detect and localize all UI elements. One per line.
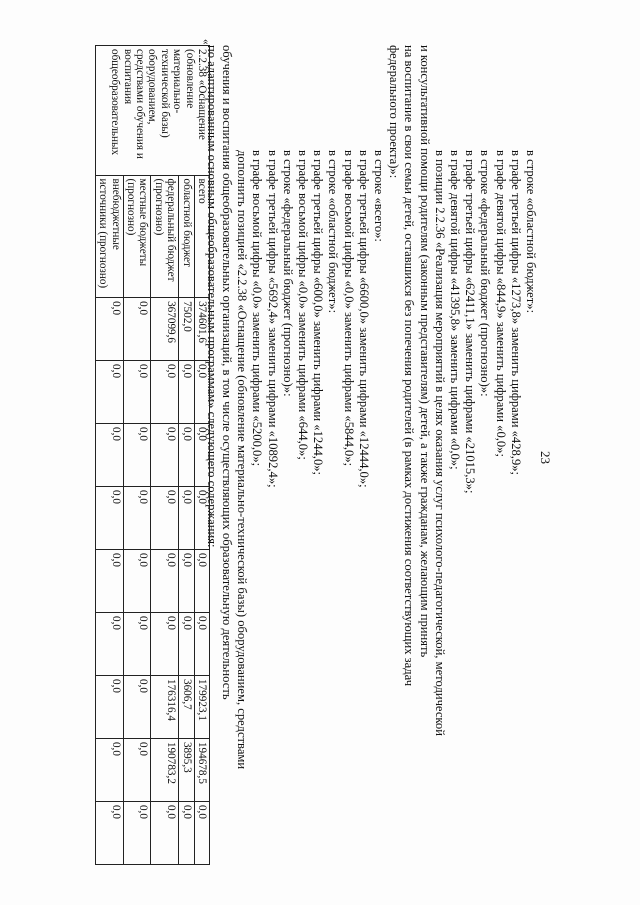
value-cell: 0,0 bbox=[151, 361, 179, 424]
value-cell: 3606,7 bbox=[179, 675, 194, 738]
body-text bbox=[204, 45, 538, 865]
value-cell: 0,0 bbox=[123, 738, 151, 801]
text-line: в строке «федеральный бюджет (прогнозно)»: bbox=[280, 150, 295, 397]
value-cell: 0,0 bbox=[95, 675, 123, 738]
page-number: 23 bbox=[538, 451, 553, 464]
value-cell: 0,0 bbox=[179, 612, 194, 675]
value-cell: 0,0 bbox=[95, 738, 123, 801]
rotated-content bbox=[93, 39, 638, 865]
funding-source-cell: внебюджетные источники (прогнозно) bbox=[95, 175, 123, 298]
value-cell: 0,0 bbox=[95, 550, 123, 613]
value-cell: 0,0 bbox=[194, 550, 209, 613]
text-line: в графе восьмой цифры «0,0» заменить цифрами «5844,0»; bbox=[341, 150, 356, 467]
text-line: по адаптированным основным общеобразовательным программам» следующего содержания: bbox=[204, 45, 219, 548]
value-cell: 0,0 bbox=[151, 424, 179, 487]
funding-source-cell: областной бюджет bbox=[179, 175, 194, 298]
value-cell: 0,0 bbox=[123, 424, 151, 487]
text-line: в строке «всего»: bbox=[371, 150, 386, 242]
value-cell: 0,0 bbox=[179, 487, 194, 550]
value-cell: 0,0 bbox=[179, 550, 194, 613]
text-line: в графе девятой цифры «844,9» заменить цифрами «0,0»; bbox=[493, 150, 508, 457]
position-label-cell: 2.2.38 «Оснащение (обновление материально-технической базы) оборудованием, средствами обучения и воспитания общеобразовательных bbox=[95, 46, 209, 176]
value-cell: 0,0 bbox=[151, 801, 179, 864]
value-cell: 0,0 bbox=[151, 612, 179, 675]
value-cell: 0,0 bbox=[179, 801, 194, 864]
text-line: в графе третьей цифры «1273,8» заменить цифрами «428,9»; bbox=[508, 150, 523, 476]
text-line: на воспитание в свои семьи детей, оставшихся без попечения родителей (в рамках достижения соответствующих задач bbox=[402, 45, 417, 687]
value-cell: 0,0 bbox=[95, 361, 123, 424]
text-line: в графе девятой цифры «41395,8» заменить цифрами «0,0»; bbox=[447, 150, 462, 470]
value-cell: 176316,4 bbox=[151, 675, 179, 738]
value-cell: 7502,0 bbox=[179, 298, 194, 361]
text-line: и консультативной помощи родителям (законным представителям) детей, а также гражданам, желающим принять bbox=[417, 45, 432, 658]
text-line: в строке «федеральный бюджет (прогнозно)»: bbox=[478, 150, 493, 397]
value-cell: 0,0 bbox=[95, 612, 123, 675]
value-cell: 0,0 bbox=[123, 487, 151, 550]
value-cell: 0,0 bbox=[179, 361, 194, 424]
text-line: в графе третьей цифры «600,0» заменить цифрами «1244,0»; bbox=[311, 150, 326, 476]
table-row bbox=[194, 46, 209, 865]
funding-table bbox=[95, 45, 210, 865]
value-cell: 0,0 bbox=[194, 801, 209, 864]
text-line: в графе восьмой цифры «0,0» заменить цифрами «5200,0»; bbox=[250, 150, 265, 467]
value-cell: 0,0 bbox=[123, 298, 151, 361]
value-cell: 374601,6 bbox=[194, 298, 209, 361]
value-cell: 0,0 bbox=[123, 361, 151, 424]
value-cell: 179923,1 bbox=[194, 675, 209, 738]
value-cell: 0,0 bbox=[194, 361, 209, 424]
text-line: дополнить позицией «2.2.38 «Оснащение (обновление материально-технической базы) оборудованием, средствами bbox=[235, 150, 250, 770]
text-line: в графе третьей цифры «6600,0» заменить цифрами «12444,0»; bbox=[356, 150, 371, 488]
value-cell: 0,0 bbox=[194, 487, 209, 550]
funding-source-cell: местные бюджеты (прогнозно) bbox=[123, 175, 151, 298]
value-cell: 0,0 bbox=[123, 675, 151, 738]
value-cell: 367099,6 bbox=[151, 298, 179, 361]
text-line: в графе восьмой цифры «0,0» заменить цифрами «644,0»; bbox=[295, 150, 310, 460]
value-cell: 0,0 bbox=[95, 487, 123, 550]
text-line: в строке «областной бюджет»: bbox=[326, 150, 341, 314]
funding-source-cell: всего bbox=[194, 175, 209, 298]
value-cell: 0,0 bbox=[95, 801, 123, 864]
value-cell: 0,0 bbox=[151, 487, 179, 550]
value-cell: 0,0 bbox=[95, 424, 123, 487]
value-cell: 0,0 bbox=[179, 424, 194, 487]
value-cell: 0,0 bbox=[194, 612, 209, 675]
value-cell: 0,0 bbox=[151, 550, 179, 613]
value-cell: 0,0 bbox=[123, 801, 151, 864]
value-cell: 190783,2 bbox=[151, 738, 179, 801]
value-cell: 194678,5 bbox=[194, 738, 209, 801]
text-line: в графе третьей цифры «5692,4» заменить цифрами «10892,4»; bbox=[265, 150, 280, 488]
text-line: в графе третьей цифры «62411,1» заменить цифрами «21015,3»; bbox=[463, 150, 478, 494]
opening-quote: « bbox=[200, 39, 212, 45]
value-cell: 0,0 bbox=[123, 550, 151, 613]
value-cell: 0,0 bbox=[95, 298, 123, 361]
value-cell: 0,0 bbox=[194, 424, 209, 487]
text-line: обучения и воспитания общеобразовательных организаций, в том числе осуществляющих образовательную деятельность bbox=[219, 45, 234, 700]
text-line: федерального проекта)»: bbox=[387, 45, 402, 179]
text-line: в строке «областной бюджет»: bbox=[524, 150, 538, 314]
value-cell: 3895,3 bbox=[179, 738, 194, 801]
text-line: в позиции 2.2.36 «Реализация мероприятий в целях оказания услуг психолого-педагогической, методической bbox=[432, 150, 447, 736]
funding-source-cell: федеральный бюджет (прогнозно) bbox=[151, 175, 179, 298]
value-cell: 0,0 bbox=[123, 612, 151, 675]
